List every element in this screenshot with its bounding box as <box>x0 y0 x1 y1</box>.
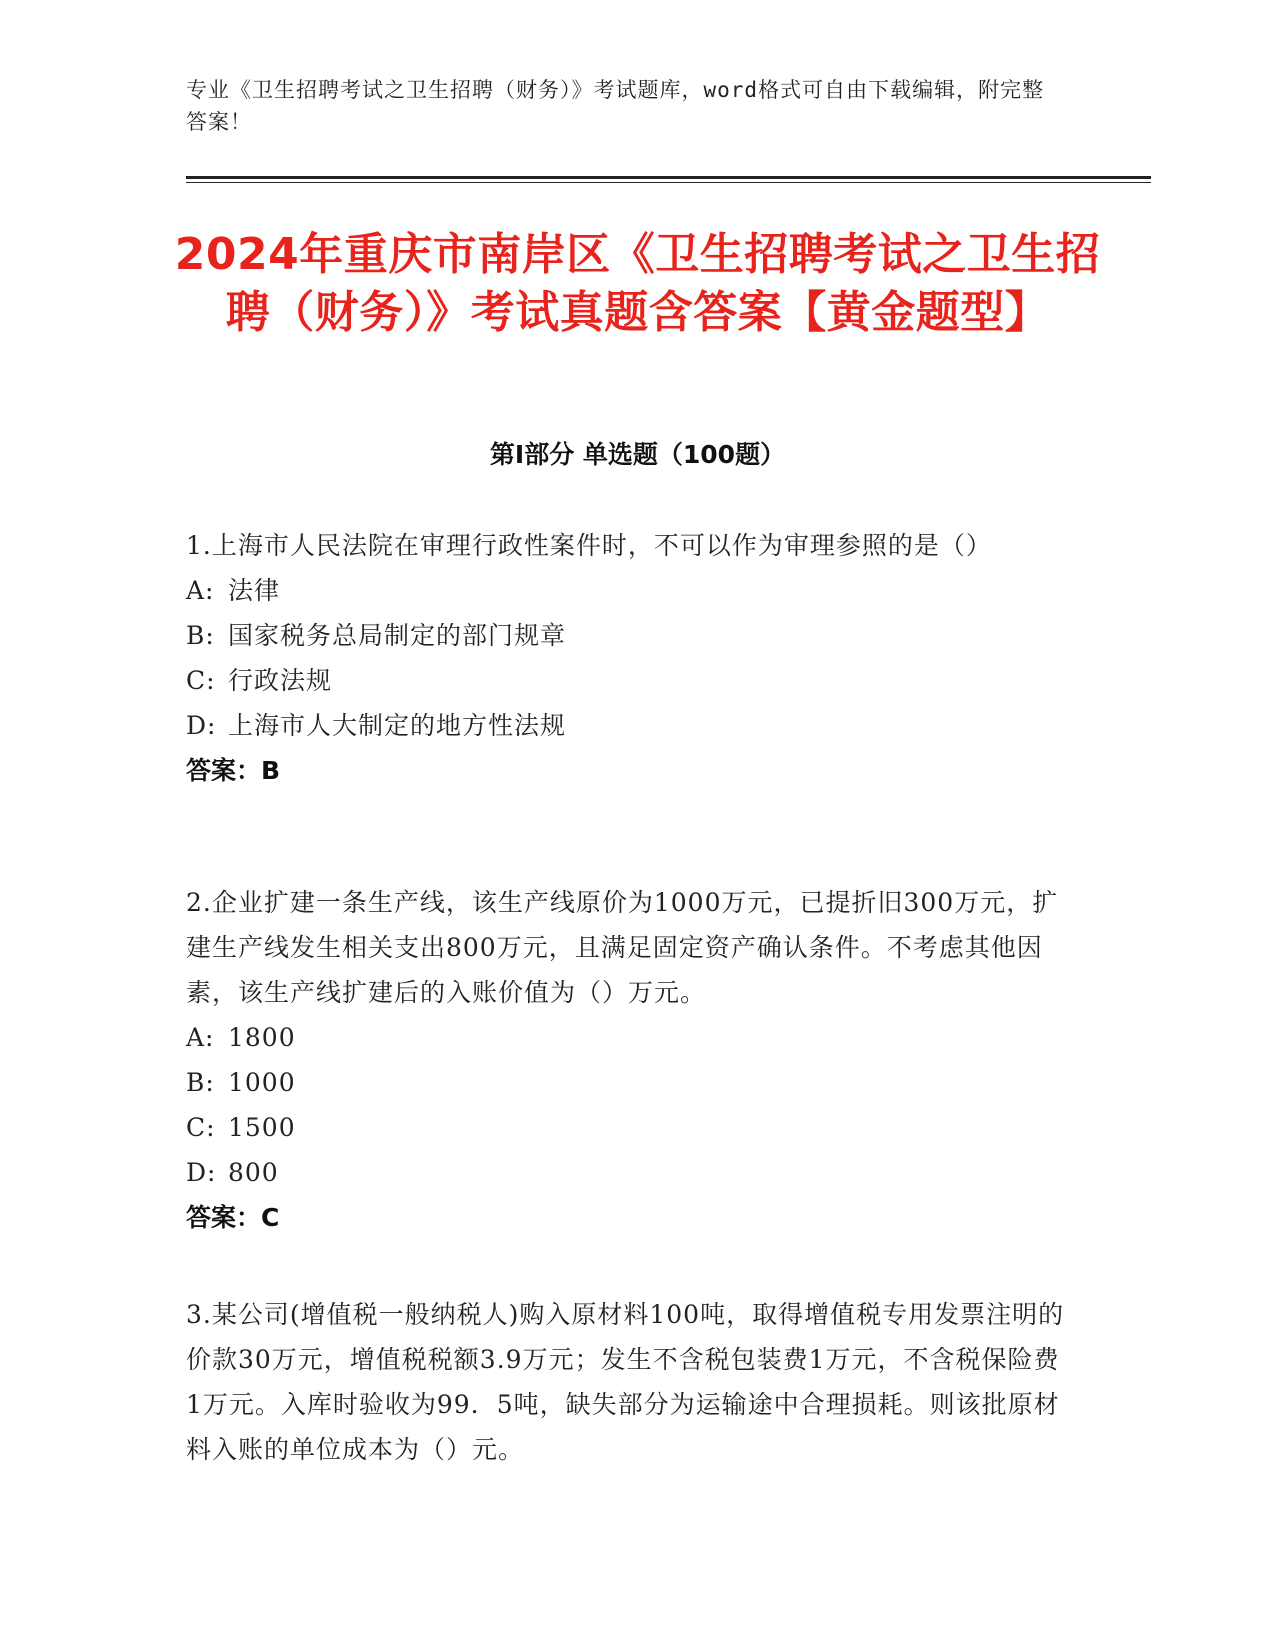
option-key: A: <box>186 1023 215 1052</box>
option-b <box>186 613 1076 658</box>
option-text: 国家税务总局制定的部门规章 <box>228 621 567 650</box>
header-divider-thin <box>186 182 1151 183</box>
section-heading: 第I部分 单选题（100题） <box>489 440 786 469</box>
option-text: 上海市人大制定的地方性法规 <box>228 711 567 740</box>
question-2 <box>186 880 1076 1240</box>
option-key: B: <box>186 621 215 650</box>
option-b <box>186 1060 1076 1105</box>
option-key: B: <box>186 1068 215 1097</box>
answer-line: 答案：B <box>186 756 281 785</box>
option-a <box>186 1015 1076 1060</box>
option-key: C: <box>186 666 216 695</box>
option-text: 1500 <box>228 1113 296 1142</box>
option-c <box>186 1105 1076 1150</box>
option-text: 行政法规 <box>228 666 333 695</box>
answer-line: 答案：C <box>186 1203 280 1232</box>
option-text: 1000 <box>228 1068 296 1097</box>
question-stem: 1.上海市人民法院在审理行政性案件时，不可以作为审理参照的是（） <box>186 531 992 560</box>
option-key: A: <box>186 576 215 605</box>
question-1 <box>186 523 1076 793</box>
question-stem: 2.企业扩建一条生产线，该生产线原价为1000万元，已提折旧300万元，扩建生产线发生相关支出800万元，且满足固定资产确认条件。不考虑其他因素，该生产线扩建后的入账价值为（）万元。 <box>186 888 1059 1007</box>
option-key: D: <box>186 711 217 740</box>
question-stem: 3.某公司(增值税一般纳税人)购入原材料100吨，取得增值税专用发票注明的价款30万元，增值税税额3.9万元；发生不含税包装费1万元，不含税保险费1万元。入库时验收为99．5吨，缺失部分为运输途中合理损耗。则该批原材料入账的单位成本为（）元。 <box>186 1300 1065 1464</box>
option-d <box>186 703 1076 748</box>
question-3 <box>186 1292 1076 1472</box>
header-divider-thick <box>186 176 1151 179</box>
option-d <box>186 1150 1076 1195</box>
option-key: D: <box>186 1158 217 1187</box>
option-key: C: <box>186 1113 216 1142</box>
header-note: 专业《卫生招聘考试之卫生招聘（财务）》考试题库，word格式可自由下载编辑，附完整答案！ <box>186 78 1045 134</box>
option-text: 1800 <box>228 1023 296 1052</box>
option-text: 法律 <box>228 576 281 605</box>
option-a <box>186 568 1076 613</box>
document-title: 2024年重庆市南岸区《卫生招聘考试之卫生招聘（财务）》考试真题含答案【黄金题型】 <box>174 229 1101 338</box>
option-c <box>186 658 1076 703</box>
option-text: 800 <box>228 1158 279 1187</box>
